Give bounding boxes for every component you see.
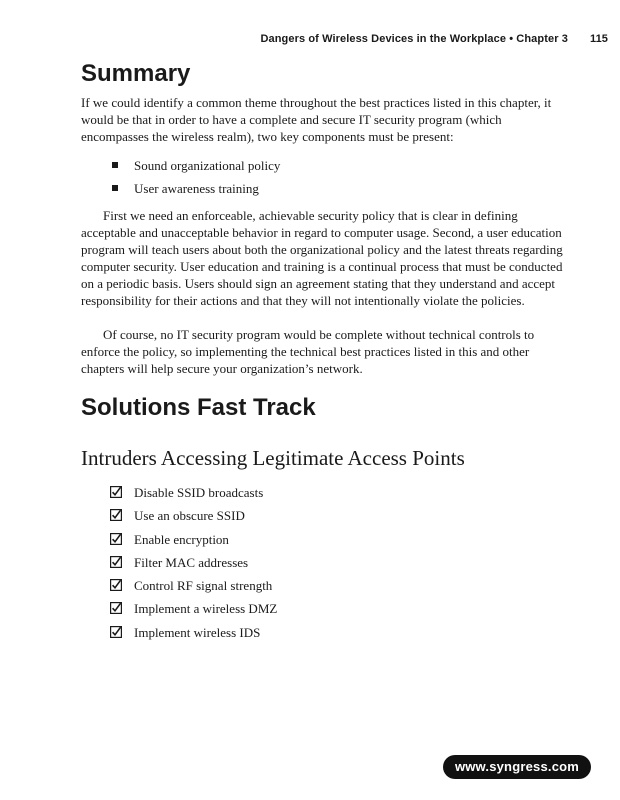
summary-intro-paragraph: If we could identify a common theme throughout the best practices listed in this chapter, it would be that in order to have a complete and secure IT security program (which encompasses the wireless realm), two key components must be present:: [81, 95, 552, 144]
checklist-item-text: Implement wireless IDS: [134, 624, 261, 640]
fast-track-heading: Solutions Fast Track: [81, 394, 316, 421]
checklist-item-text: Implement a wireless DMZ: [134, 601, 278, 617]
summary-paragraph-1: First we need an enforceable, achievable security policy that is clear in defining acceptable and unacceptable behavior in regard to computer usage. Second, a user education program will teach users about both the organizational policy and the latest threats regarding computer security. User education and training is a continual process that must be conducted on a periodic basis. Users should sign an agreement stating that they understand and accept responsibility for their actions and that they will not intentionally violate the policies.: [81, 208, 563, 308]
square-bullet-icon: [112, 185, 118, 191]
list-item: [110, 181, 280, 204]
checklist-item-text: Disable SSID broadcasts: [134, 485, 264, 500]
running-title: Dangers of Wireless Devices in the Workplace • Chapter 3: [260, 33, 568, 45]
checkbox-checked-icon: [110, 626, 122, 638]
checkbox-checked-icon: [110, 533, 122, 545]
checklist-item-text: Use an obscure SSID: [134, 508, 245, 524]
list-item: [110, 158, 280, 181]
list-item-text: User awareness training: [134, 181, 259, 196]
checklist-item: [110, 578, 277, 601]
key-components-list: [110, 158, 280, 204]
checklist-item: [110, 485, 277, 508]
checkbox-checked-icon: [110, 486, 122, 498]
summary-heading: Summary: [81, 60, 191, 87]
square-bullet-icon: [112, 162, 118, 168]
summary-paragraph-2: Of course, no IT security program would be complete without technical controls to enforce the policy, so implementing the technical best practices listed in this and other chapters will help secure your organization’s network.: [81, 327, 535, 376]
checklist-item-text: Filter MAC addresses: [134, 554, 249, 570]
list-item-text: Sound organizational policy: [134, 158, 281, 173]
page-number: 115: [589, 33, 608, 45]
checklist-item: [110, 601, 277, 624]
checkbox-checked-icon: [110, 509, 122, 521]
website-url: www.syngress.com: [454, 759, 580, 774]
checklist-item: [110, 508, 277, 531]
checkbox-checked-icon: [110, 556, 122, 568]
checkbox-checked-icon: [110, 579, 122, 591]
fast-track-checklist: [110, 485, 277, 648]
checklist-item: [110, 625, 277, 648]
checklist-item-text: Control RF signal strength: [134, 578, 273, 594]
fast-track-subheading: Intruders Accessing Legitimate Access Points: [81, 446, 465, 470]
running-header: [260, 33, 608, 45]
checkbox-checked-icon: [110, 602, 122, 614]
checklist-item: [110, 532, 277, 555]
website-badge: [443, 755, 591, 779]
checklist-item-text: Enable encryption: [134, 531, 229, 547]
checklist-item: [110, 555, 277, 578]
